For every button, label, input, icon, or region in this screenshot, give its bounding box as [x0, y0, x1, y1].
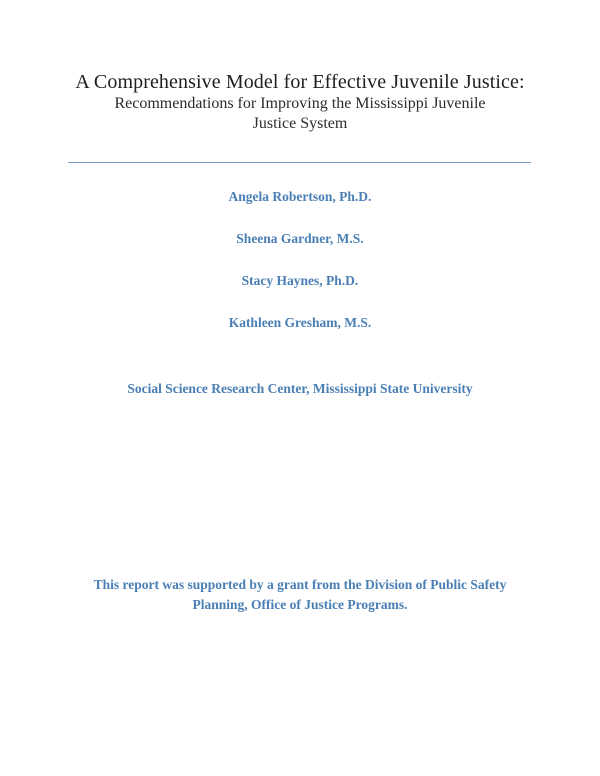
title-block [0, 70, 600, 134]
author-4: Kathleen Gresham, M.S. [228, 315, 372, 330]
document-subtitle-line-1: Recommendations for Improving the Mississippi Juvenile [114, 95, 486, 112]
author-2: Sheena Gardner, M.S. [236, 231, 364, 246]
document-subtitle-line-2: Justice System [252, 115, 348, 132]
author-1: Angela Robertson, Ph.D. [228, 189, 372, 204]
grant-line-1: This report was supported by a grant from the Division of Public Safety [93, 577, 507, 592]
grant-line-2: Planning, Office of Justice Programs. [192, 597, 408, 612]
affiliation: Social Science Research Center, Mississippi State University [127, 381, 473, 396]
author-3: Stacy Haynes, Ph.D. [241, 273, 359, 288]
grant-acknowledgement [0, 575, 600, 615]
document-title: A Comprehensive Model for Effective Juvenile Justice: [75, 71, 525, 93]
title-divider [68, 162, 531, 163]
